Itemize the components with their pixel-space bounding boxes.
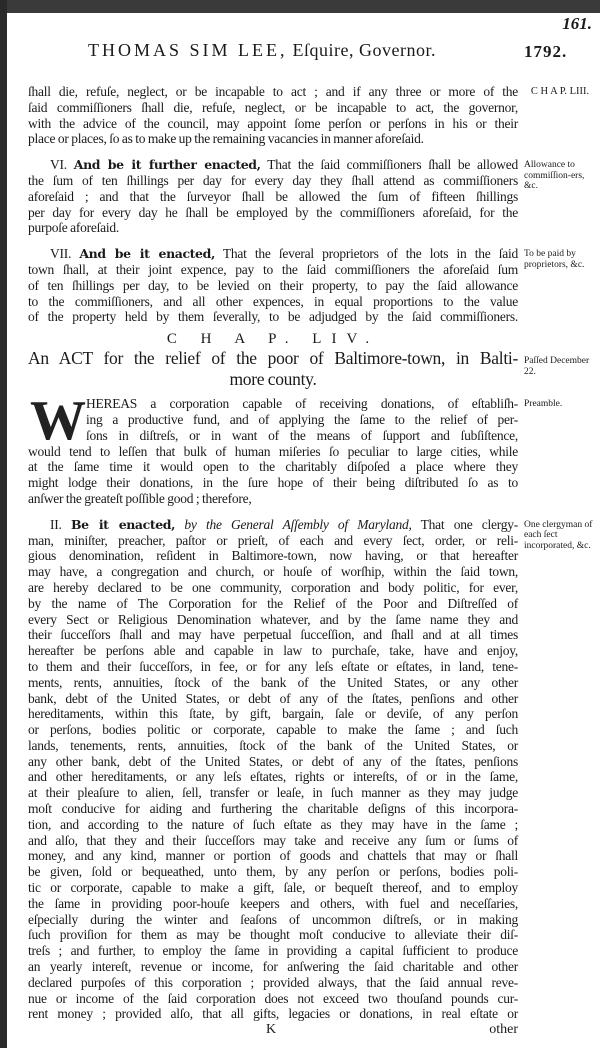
text-line: purpoſe aforeſaid. bbox=[28, 220, 119, 236]
text-line: rent money ; provided alſo, that all gifts, legacies or donations, in real eſtate or bbox=[28, 1006, 518, 1022]
spacer bbox=[28, 236, 598, 246]
text-line: an yearly intereſt, revenue or income, for anſwering the ſaid charitable and other bbox=[28, 959, 518, 975]
margin-note-preamble: Preamble. bbox=[524, 399, 563, 410]
text-line: of ten ſhillings per day, to be levied on their property, to pay the ſaid allowance bbox=[28, 277, 518, 293]
enacting-clause: And be it enacted, bbox=[79, 246, 215, 262]
act-title-line-1: An ACT for the relief of the poor of Baltimore-town, in Balti- bbox=[28, 348, 518, 369]
act-title bbox=[28, 348, 518, 390]
paragraph-continuation-row bbox=[28, 84, 598, 147]
text-line: lands, tenements, rents, annuities, ſtock of the bank of the United States, or bbox=[28, 737, 518, 753]
text-line: town ſhall, at their joint expence, pay to the ſaid commiſſioners the aforeſaid ſum bbox=[28, 261, 518, 277]
text-line: gious denomination, reſident in Baltimore-town, now having, or that hereafter bbox=[28, 548, 518, 564]
text-line: ſaid commiſſioners ſhall die, refuſe, neglect, or be incapable to act, the governor, bbox=[28, 99, 518, 115]
section-vii-lines bbox=[28, 262, 518, 325]
drop-cap: W bbox=[30, 390, 86, 453]
text-line: eſpecially during the winter and ſeaſons of uncommon diſtreſs, or in making bbox=[28, 911, 518, 927]
line-text: That the ſaid commiſſioners ſhall be allowed bbox=[267, 157, 519, 173]
line-text: That one clergy- bbox=[420, 516, 519, 532]
text-line: aforeſaid ; and that the ſurveyor ſhall be allowed the ſum of fifteen ſhillings bbox=[28, 188, 518, 204]
text-line: ſhall die, refuſe, neglect, or be incapable to act ; and if any three or more of the bbox=[28, 84, 518, 99]
section-vii-row bbox=[28, 246, 598, 325]
section-ii-row bbox=[28, 517, 598, 1023]
text-line: might lodge their donations, in the ſure hope of their being diſtributed ſo as to bbox=[28, 475, 518, 491]
enacting-clause: Be it enacted, bbox=[70, 516, 176, 532]
page-body bbox=[28, 84, 598, 1040]
signature-mark: K bbox=[266, 1022, 277, 1038]
text-line: declared purpoſes of this corporation ; provided always, that the ſaid annual reve- bbox=[28, 974, 518, 990]
page-number: 161. bbox=[562, 14, 592, 33]
text-line: ments, rents, annuities, ſtock of the bank of the United States, or any other bbox=[28, 674, 518, 690]
text-line: tic or corporate, capable to make a gift, ſale, or bequeſt thereof, and to employ bbox=[28, 880, 518, 896]
section-ii-first-line bbox=[28, 517, 518, 533]
section-ii-lines bbox=[28, 533, 518, 1023]
text-line: bank, debt of the United States, or debt of any of the ſtates, penſions and other bbox=[28, 690, 518, 706]
section-vi bbox=[28, 157, 518, 236]
text-line: hereditaments, within this ſtate, by gift, bargain, ſale or deviſe, of any perſon bbox=[28, 706, 518, 722]
section-number: VI. bbox=[50, 157, 67, 173]
section-vi-row bbox=[28, 157, 598, 236]
text-line: man, miniſter, preacher, paſtor or prieſt, of each and every ſect, order, or reli- bbox=[28, 532, 518, 548]
text-line: of the property held by them ſeverally, to be adjudged by the ſaid commiſſioners. bbox=[28, 309, 518, 325]
margin-note-passed: Paſſed December 22. bbox=[524, 356, 590, 377]
text-line: would tend to leſſen that bulk of human miſeries ſo peculiar to large cities, while bbox=[28, 443, 518, 459]
text-line: ſuch proviſion for them as may be thought moſt conducive to alleviate their diſ- bbox=[28, 927, 518, 943]
act-title-row bbox=[28, 348, 598, 390]
margin-note-allowance: Allowance to commiſſion-ers, &c. bbox=[524, 160, 585, 192]
running-head bbox=[88, 40, 436, 61]
act-title-line-2: more county. bbox=[229, 369, 317, 390]
text-line: tion, and according to the nature of ſuch eſtate as they may have in the ſame ; bbox=[28, 816, 518, 832]
catchword: other bbox=[489, 1022, 518, 1038]
text-line: every Sect or Religious Denomination whatever, and by the ſame name they and bbox=[28, 611, 518, 627]
text-line: anſwer the greateſt poſſible good ; therefore, bbox=[28, 490, 252, 506]
text-line: money, and any kind, manner or portion of goods and chattels that may or ſhall bbox=[28, 848, 518, 864]
text-line: HEREAS a corporation capable of receiving donations, of eſtabliſh- bbox=[86, 396, 518, 412]
paragraph-continuation bbox=[28, 84, 518, 147]
catch-line bbox=[28, 1022, 518, 1040]
text-line: ing a productive fund, and of applying the ſame to the relief of per- bbox=[86, 411, 518, 427]
text-line: ſons in diſtreſs, or in want of the means of ſupport and ſubſiſtence, bbox=[86, 427, 518, 443]
text-line: at their pleaſure to alien, ſell, transfer or leaſe, in ſuch manner as they may judge bbox=[28, 785, 518, 801]
text-line: hereafter be perſons able and capable in law to purchaſe, take, have and enjoy, bbox=[28, 643, 518, 659]
section-vi-lines bbox=[28, 173, 518, 236]
text-line: be given, ſold or bequeathed, unto them, by any perſon or perſons, bodies poli- bbox=[28, 864, 518, 880]
scan-left-border bbox=[0, 0, 7, 1048]
section-vii-first-line bbox=[28, 246, 518, 262]
text-line: per day for every day he ſhall be employed by the commiſſioners aforeſaid, for the bbox=[28, 204, 518, 220]
text-line: to them and their ſucceſſors, in fee, or for any leſs eſtate or eſtates, in land, tene- bbox=[28, 658, 518, 674]
spacer bbox=[28, 507, 598, 517]
line-text: That the ſeveral proprietors of the lots in the ſaid bbox=[222, 246, 519, 262]
running-head-year: 1792. bbox=[524, 42, 568, 61]
section-number: II. bbox=[50, 516, 62, 532]
text-line: their ſucceſſors ſhall and may have perpetual ſucceſſion, and ſhall and at all times bbox=[28, 627, 518, 643]
section-number: VII. bbox=[50, 246, 72, 262]
section-vi-first-line bbox=[28, 157, 518, 173]
margin-note-clergyman: One clergyman of each ſect incorporated, &c. bbox=[524, 519, 593, 551]
running-head-title: Eſquire, Governor. bbox=[292, 40, 436, 60]
text-line: at the ſame time it would open to the charitably diſpoſed a place where they bbox=[28, 459, 518, 475]
preamble-row bbox=[28, 390, 598, 507]
text-line: and other hereditaments, or any leſs eſtates, rights or intereſts, of or in the ſame, bbox=[28, 769, 518, 785]
text-line: with the advice of the council, may appoint ſome perſon or perſons in his or their bbox=[28, 115, 518, 131]
text-line: nue or income of the ſaid corporation does not exceed two thouſand pounds cur- bbox=[28, 990, 518, 1006]
text-line: any other bank, debt of the United States, or debt of any of the ſtates, penſions bbox=[28, 753, 518, 769]
text-line: the ſame in providing poor-houſe keepers and others, with fuel and neceſſaries, bbox=[28, 895, 518, 911]
preamble bbox=[28, 390, 518, 507]
italic-clause: by the General Aſſembly of Maryland, bbox=[184, 516, 412, 532]
text-line: the ſum of ten ſhillings per day for every day they ſhall attend as commiſſioners bbox=[28, 172, 518, 188]
enacting-clause: And be it further enacted, bbox=[73, 157, 261, 173]
spacer bbox=[28, 147, 598, 157]
text-line: place or places, ſo as to make up the remaining vacancies in manner aforeſaid. bbox=[28, 131, 424, 147]
text-line: to the commiſſioners, and all other expences, in equal proportions to the value bbox=[28, 293, 518, 309]
running-head-name: THOMAS SIM LEE, bbox=[88, 40, 288, 60]
preamble-column bbox=[28, 390, 518, 507]
text-line: are hereby declared to be one community, corporation and body politic, for ever, bbox=[28, 579, 518, 595]
margin-note-chap: C H A P. LIII. bbox=[530, 86, 590, 97]
text-line: by the name of The Corporation for the Relief of the Poor and Diſtreſſed of bbox=[28, 595, 518, 611]
scan-top-border bbox=[0, 0, 600, 13]
text-line: moſt conducive for aiding and furthering the charitable deſigns of this incorpora- bbox=[28, 801, 518, 817]
section-ii bbox=[28, 517, 518, 1023]
text-line: may have, a congregation and church, or houſe of worſhip, within the ſaid town, bbox=[28, 564, 518, 580]
text-line: and alſo, that they and their ſucceſſors may take and receive any ſum or ſums of bbox=[28, 832, 518, 848]
chapter-heading: C H A P. LIV. bbox=[166, 331, 380, 348]
text-line: or perſons, bodies politic or corporate, capable to make the ſame ; and ſuch bbox=[28, 722, 518, 738]
section-vii bbox=[28, 246, 518, 325]
text-line: treſs ; and further, to employ the ſame in providing a capital ſufficient to produce bbox=[28, 943, 518, 959]
margin-note-proprietors: To be paid by proprietors, &c. bbox=[524, 249, 585, 270]
